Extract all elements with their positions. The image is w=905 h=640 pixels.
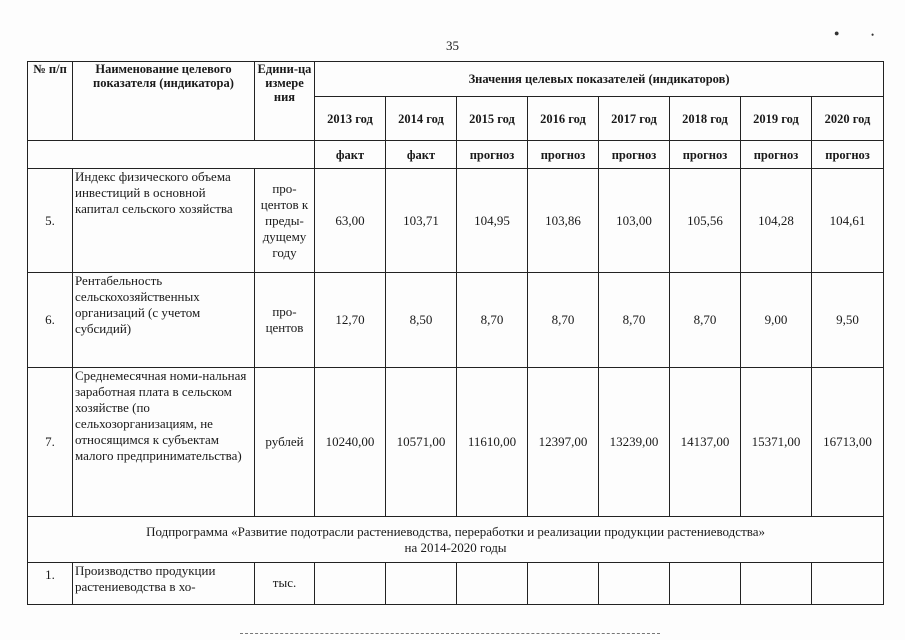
value-cell bbox=[457, 563, 528, 605]
value-cell: 8,70 bbox=[670, 273, 741, 368]
header-year: 2013 год bbox=[315, 97, 386, 141]
value-cell: 12397,00 bbox=[528, 368, 599, 517]
header-year: 2016 год bbox=[528, 97, 599, 141]
header-kind: прогноз bbox=[812, 141, 884, 169]
indicator-unit: про-центов bbox=[255, 273, 315, 368]
value-cell: 104,61 bbox=[812, 169, 884, 273]
value-cell: 11610,00 bbox=[457, 368, 528, 517]
header-year: 2015 год bbox=[457, 97, 528, 141]
indicator-unit: про-центов к преды-дущему году bbox=[255, 169, 315, 273]
value-cell: 9,50 bbox=[812, 273, 884, 368]
value-cell: 12,70 bbox=[315, 273, 386, 368]
header-unit: Едини-ца измере ния bbox=[255, 62, 315, 141]
table-row bbox=[28, 273, 884, 368]
page-number: 35 bbox=[446, 38, 459, 53]
header-kind: прогноз bbox=[528, 141, 599, 169]
header-kind: прогноз bbox=[670, 141, 741, 169]
value-cell bbox=[741, 563, 812, 605]
header-kind: факт bbox=[315, 141, 386, 169]
value-cell: 13239,00 bbox=[599, 368, 670, 517]
value-cell: 9,00 bbox=[741, 273, 812, 368]
value-cell: 105,56 bbox=[670, 169, 741, 273]
value-cell: 104,28 bbox=[741, 169, 812, 273]
value-cell: 10240,00 bbox=[315, 368, 386, 517]
value-cell: 63,00 bbox=[315, 169, 386, 273]
header-year: 2019 год bbox=[741, 97, 812, 141]
value-cell bbox=[528, 563, 599, 605]
header-row-title bbox=[28, 62, 884, 97]
value-cell: 16713,00 bbox=[812, 368, 884, 517]
scan-speck: ● bbox=[834, 28, 840, 38]
header-kind: прогноз bbox=[457, 141, 528, 169]
header-year: 2017 год bbox=[599, 97, 670, 141]
indicator-name: Рентабельность сельскохозяйственных организаций (с учетом субсидий) bbox=[73, 273, 255, 368]
value-cell: 15371,00 bbox=[741, 368, 812, 517]
indicator-name: Индекс физического объема инвестиций в основной капитал сельского хозяйства bbox=[73, 169, 255, 273]
value-cell bbox=[599, 563, 670, 605]
row-number: 7. bbox=[28, 368, 73, 517]
value-cell: 14137,00 bbox=[670, 368, 741, 517]
indicator-unit: рублей bbox=[255, 368, 315, 517]
value-cell bbox=[315, 563, 386, 605]
value-cell: 104,95 bbox=[457, 169, 528, 273]
indicator-name: Среднемесячная номи-нальная заработная плата в сельском хозяйстве (по сельхозорганизациям, не относящимся к субъектам малого предпринимательства) bbox=[73, 368, 255, 517]
value-cell bbox=[386, 563, 457, 605]
value-cell: 8,50 bbox=[386, 273, 457, 368]
value-cell bbox=[670, 563, 741, 605]
header-year: 2018 год bbox=[670, 97, 741, 141]
table-row bbox=[28, 169, 884, 273]
row-number: 1. bbox=[28, 563, 73, 605]
table-row bbox=[28, 368, 884, 517]
value-cell bbox=[812, 563, 884, 605]
row-number: 5. bbox=[28, 169, 73, 273]
indicators-table bbox=[27, 61, 884, 605]
header-kind: факт bbox=[386, 141, 457, 169]
header-values-title: Значения целевых показателей (индикаторов) bbox=[315, 62, 884, 97]
indicator-name: Производство продукции растениеводства в хо- bbox=[73, 563, 255, 605]
value-cell: 8,70 bbox=[528, 273, 599, 368]
value-cell: 8,70 bbox=[457, 273, 528, 368]
scan-edge-line bbox=[240, 633, 660, 634]
subprogram-line1: Подпрограмма «Развитие подотрасли растениеводства, переработки и реализации продукции растениеводства» bbox=[146, 523, 765, 539]
scan-speck: • bbox=[871, 30, 875, 40]
subprogram-line2: на 2014-2020 годы bbox=[404, 539, 507, 555]
header-year: 2020 год bbox=[812, 97, 884, 141]
table-row bbox=[28, 563, 884, 605]
subprogram-title bbox=[28, 517, 884, 563]
header-row-kinds bbox=[28, 141, 884, 169]
row-number: 6. bbox=[28, 273, 73, 368]
header-year: 2014 год bbox=[386, 97, 457, 141]
header-kind: прогноз bbox=[741, 141, 812, 169]
value-cell: 103,00 bbox=[599, 169, 670, 273]
header-num: № п/п bbox=[28, 62, 73, 141]
value-cell: 103,71 bbox=[386, 169, 457, 273]
header-blank bbox=[28, 141, 315, 169]
value-cell: 103,86 bbox=[528, 169, 599, 273]
indicator-unit: тыс. bbox=[255, 563, 315, 605]
value-cell: 8,70 bbox=[599, 273, 670, 368]
header-name: Наименование целевого показателя (индикатора) bbox=[73, 62, 255, 141]
subprogram-row bbox=[28, 517, 884, 563]
header-kind: прогноз bbox=[599, 141, 670, 169]
value-cell: 10571,00 bbox=[386, 368, 457, 517]
